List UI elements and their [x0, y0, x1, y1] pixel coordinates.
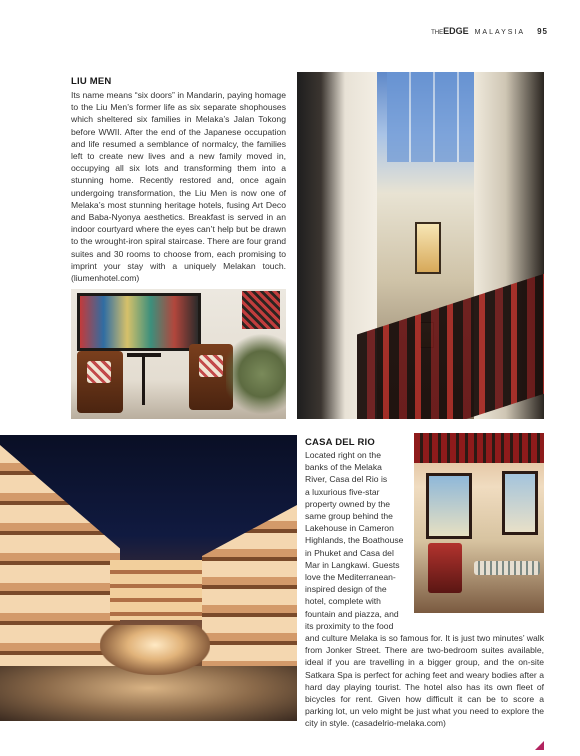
- column-line: in Phuket and Casa del: [305, 547, 394, 558]
- liu-men-lounge-photo: [71, 289, 286, 419]
- cushion: [87, 361, 111, 383]
- column-line: property owned by the: [305, 498, 391, 509]
- side-table-leg: [142, 355, 145, 405]
- chair: [428, 543, 462, 593]
- casa-del-rio-heading: CASA DEL RIO: [305, 437, 375, 448]
- casa-del-rio-courtyard-photo: [0, 435, 297, 721]
- casa-del-rio-interior-photo: [414, 433, 544, 613]
- arch-trim: [414, 433, 544, 463]
- hotel-wing-center: [110, 560, 210, 620]
- mosaic-table: [474, 561, 540, 575]
- column-line: Lakehouse in Cameron: [305, 523, 394, 534]
- column-line: Mar in Langkawi. Guests: [305, 559, 400, 570]
- column-line: love the Mediterranean-: [305, 572, 396, 583]
- wrought-iron-railing: [357, 270, 544, 419]
- publication-logo: THEEDGE: [431, 26, 469, 36]
- page-number: 95: [537, 27, 548, 36]
- potted-plant: [226, 329, 286, 419]
- hanging-lantern: [415, 222, 441, 274]
- fountain: [100, 625, 210, 675]
- section-label: MALAYSIA: [474, 29, 526, 36]
- column-line: Highlands, the Boathouse: [305, 535, 404, 546]
- column-line: its proximity to the food: [305, 620, 394, 631]
- column-line: hotel, complete with: [305, 596, 381, 607]
- end-mark-icon: [535, 741, 544, 750]
- window: [502, 471, 538, 535]
- column-line: inspired design of the: [305, 584, 387, 595]
- liu-men-stairwell-photo: [297, 72, 544, 419]
- liu-men-body: Its name means “six doors” in Mandarin, paying homage to the Liu Men’s former life as six separate shophouses which sheltered six families in Melaka’s Jalan Tokong before WWII. After the end of the Japanese occupation and life resumed a semblance of normalcy, the families left to create new lives and a new family moved in, occupying all six lots and transforming them into a stunning home. Recently restored and, once again undergoing transformation, the Liu Men is now one of Melaka’s most stunning heritage hotels, fusing Art Deco and Baba-Nyonya aesthetics. Breakfast is served in an indoor courtyard where the eyes can’t help but be drawn to the wrought-iron spiral staircase. There are four grand suites and 30 rooms to choose from, each promising to imprint your stay with a uniquely Melakan touch. (liumenhotel.com): [71, 90, 286, 284]
- column-line: fountain and piazza, and: [305, 608, 399, 619]
- running-header: [431, 26, 548, 36]
- casa-del-rio-column: [305, 449, 409, 632]
- column-line: Located right on the: [305, 450, 381, 460]
- column-line: same group behind the: [305, 511, 393, 522]
- column-line: River, Casa del Rio is: [305, 474, 388, 485]
- column-line: a luxurious five-star: [305, 486, 380, 497]
- painting: [77, 293, 201, 351]
- lattice-screen: [242, 291, 280, 329]
- hotel-wing-right: [202, 505, 297, 675]
- cushion: [199, 355, 223, 377]
- window: [426, 473, 472, 539]
- liu-men-heading: LIU MEN: [71, 76, 112, 87]
- casa-del-rio-body: and culture Melaka is so famous for. It is just two minutes’ walk from Jonker Street. There are two-bedroom suites available, ideal if you are travelling in a bigger group, and the on-site Satkara Spa is perfect for aching feet and weary bodies after a hard day playing tourist. The hotel also has its own fleet of bicycles for rent. Given how difficult it can be to score a parking lot, un velo might be just what you need to explore the city in style. (casadelrio-melaka.com): [305, 633, 544, 729]
- column-line: banks of the Melaka: [305, 462, 382, 473]
- skylight: [387, 72, 482, 162]
